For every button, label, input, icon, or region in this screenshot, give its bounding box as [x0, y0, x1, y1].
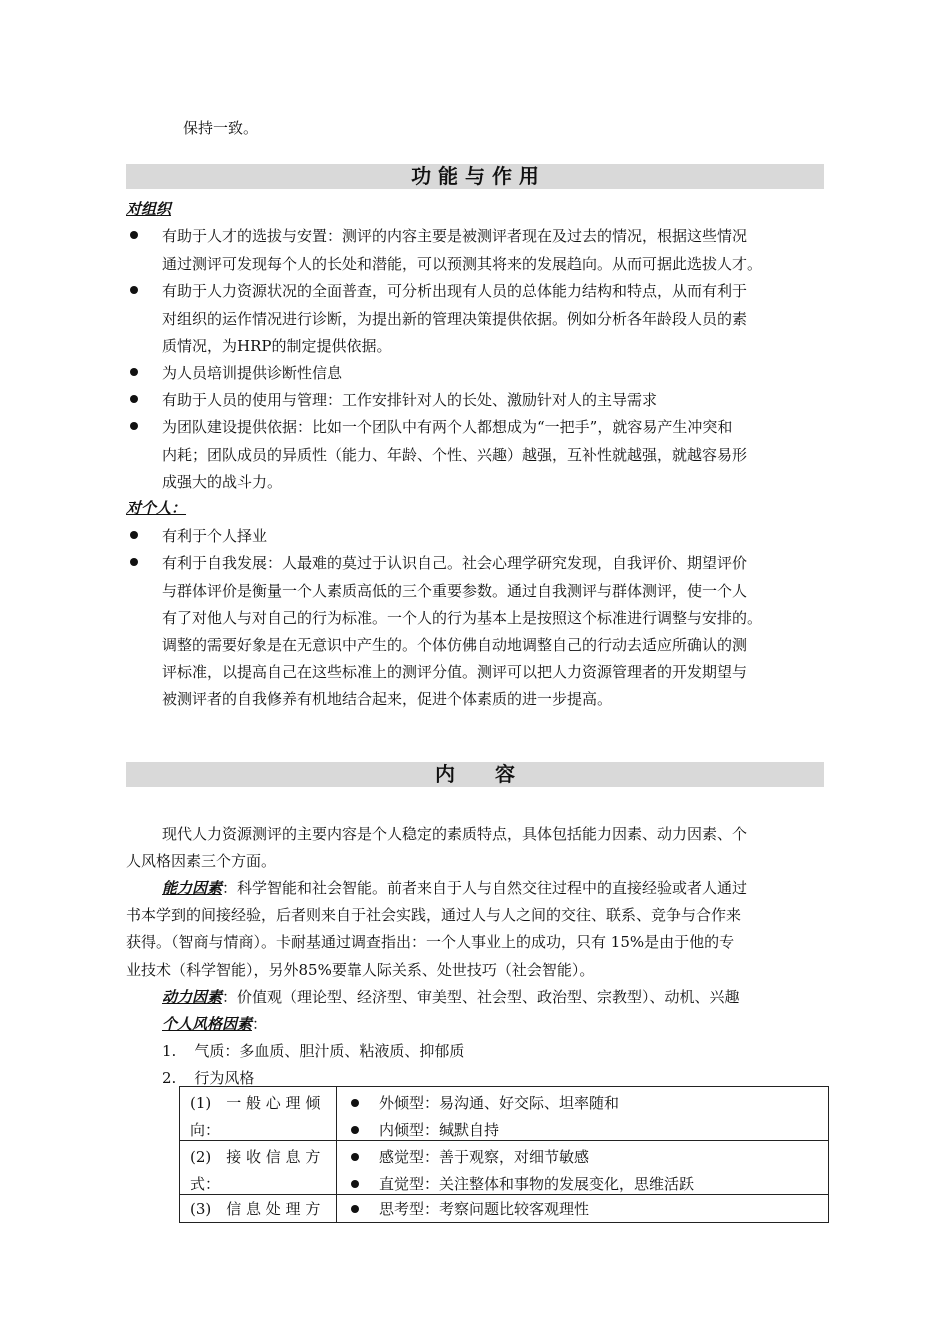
cell-text: (3) 信 息 处 理 方: [190, 1200, 321, 1218]
list-item-line: 调整的需要好象是在无意识中产生的。个体仿佛自动地调整自己的行动去适应所确认的测: [162, 636, 748, 654]
cell-text: 直觉型：关注整体和事物的发展变化，思维活跃: [379, 1175, 695, 1193]
list-item-line: 内耗；团队成员的异质性（能力、年龄、个性、兴趣）越强，互补性就越强，就越容易形: [162, 446, 748, 464]
list-item-line: 对组织的运作情况进行诊断，为提出新的管理决策提供依据。例如分析各年龄段人员的素: [162, 310, 748, 328]
table-cell: [180, 1087, 337, 1141]
style-line: [162, 1014, 267, 1034]
bullet-icon: [130, 395, 138, 403]
bullet-icon: [351, 1153, 359, 1161]
list-item-line: 被测评者的自我修养有机地结合起来，促进个体素质的进一步提高。: [162, 690, 613, 708]
paragraph-line: 人风格因素三个方面。: [126, 852, 277, 870]
subheading-organization: 对组织: [126, 200, 172, 218]
list-item-line: 质情况，为HRP的制定提供依据。: [162, 337, 392, 355]
list-item-line: 有助于人员的使用与管理：工作安排针对人的长处、激励针对人的主导需求: [162, 391, 658, 409]
paragraph-line: 获得。（智商与情商）。卡耐基通过调查指出：一个人事业上的成功，只有 15%是由于他的专: [126, 933, 735, 951]
list-item-line: 有助于人力资源状况的全面普查，可分析出现有人员的总体能力结构和特点，从而有利于: [162, 282, 748, 300]
section-title-content: 内 容: [126, 762, 824, 787]
table-cell: [337, 1087, 829, 1141]
cell-text: 外倾型：易沟通、好交际、坦率随和: [379, 1094, 620, 1112]
list-item-line: 为人员培训提供诊断性信息: [162, 364, 343, 382]
table-cell: [180, 1141, 337, 1195]
bullet-icon: [351, 1180, 359, 1188]
cell-text: 向：: [190, 1121, 221, 1139]
bullet-icon: [351, 1099, 359, 1107]
behavior-style-table: [179, 1086, 829, 1223]
paragraph-line: 现代人力资源测评的主要内容是个人稳定的素质特点，具体包括能力因素、动力因素、个: [162, 825, 748, 843]
item-number: 2.: [162, 1069, 177, 1087]
bullet-icon: [130, 368, 138, 376]
cell-text: (2) 接 收 信 息 方: [190, 1148, 321, 1166]
numbered-item: [162, 1068, 254, 1088]
cell-text: 思考型：考察问题比较客观理性: [379, 1200, 590, 1218]
bullet-icon: [130, 286, 138, 294]
item-text: 气质：多血质、胆汁质、粘液质、抑郁质: [194, 1042, 465, 1060]
list-item-line: 有利于个人择业: [162, 527, 268, 545]
table-row: [180, 1195, 829, 1223]
item-text: 行为风格: [194, 1069, 255, 1087]
ability-label: 能力因素: [162, 879, 223, 897]
paragraph-line: 书本学到的间接经验，后者则来自于社会实践，通过人与人之间的交往、联系、竞争与合作来: [126, 906, 742, 924]
bullet-icon: [130, 231, 138, 239]
motive-line: [162, 987, 740, 1007]
list-item-line: 有利于自我发展：人最难的莫过于认识自己。社会心理学研究发现，自我评价、期望评价: [162, 554, 748, 572]
cell-text: 内倾型：缄默自持: [379, 1121, 500, 1139]
section-title-functions: 功 能 与 作 用: [126, 164, 824, 189]
style-label: 个人风格因素: [162, 1015, 253, 1033]
motive-text: ：价值观（理论型、经济型、审美型、社会型、政治型、宗教型）、动机、兴趣: [222, 988, 740, 1006]
list-item-line: 为团队建设提供依据：比如一个团队中有两个人都想成为“一把手”，就容易产生冲突和: [162, 418, 733, 436]
subheading-individual: 对个人：: [126, 499, 187, 517]
bullet-icon: [130, 558, 138, 566]
intro-tail-text: 保持一致。: [183, 119, 259, 137]
table-cell: [337, 1195, 829, 1223]
bullet-icon: [130, 422, 138, 430]
table-cell: [337, 1141, 829, 1195]
style-colon: ：: [252, 1015, 268, 1033]
list-item-line: 有助于人才的选拔与安置：测评的内容主要是被测评者现在及过去的情况，根据这些情况: [162, 227, 748, 245]
bullet-icon: [351, 1126, 359, 1134]
paragraph-line: 业技术（科学智能），另外85%要靠人际关系、处世技巧（社会智能）。: [126, 961, 595, 979]
table-row: [180, 1141, 829, 1195]
cell-text: 式：: [190, 1175, 221, 1193]
list-item-line: 评标准，以提高自己在这些标准上的测评分值。测评可以把人力资源管理者的开发期望与: [162, 663, 748, 681]
bullet-icon: [130, 531, 138, 539]
table-row: [180, 1087, 829, 1141]
list-item-line: 成强大的战斗力。: [162, 473, 283, 491]
numbered-item: [162, 1041, 464, 1061]
list-item-line: 通过测评可发现每个人的长处和潜能，可以预测其将来的发展趋向。从而可据此选拔人才。: [162, 255, 763, 273]
ability-line: [162, 878, 747, 898]
ability-text: ：科学智能和社会智能。前者来自于人与自然交往过程中的直接经验或者人通过: [222, 879, 748, 897]
item-number: 1.: [162, 1042, 177, 1060]
table-cell: [180, 1195, 337, 1223]
bullet-icon: [351, 1205, 359, 1213]
list-item-line: 有了对他人与对自己的行为标准。一个人的行为基本上是按照这个标准进行调整与安排的。: [162, 609, 763, 627]
cell-text: 感觉型：善于观察，对细节敏感: [379, 1148, 590, 1166]
motive-label: 动力因素: [162, 988, 223, 1006]
cell-text: (1) 一 般 心 理 倾: [190, 1094, 321, 1112]
list-item-line: 与群体评价是衡量一个人素质高低的三个重要参数。通过自我测评与群体测评，使一个人: [162, 582, 748, 600]
